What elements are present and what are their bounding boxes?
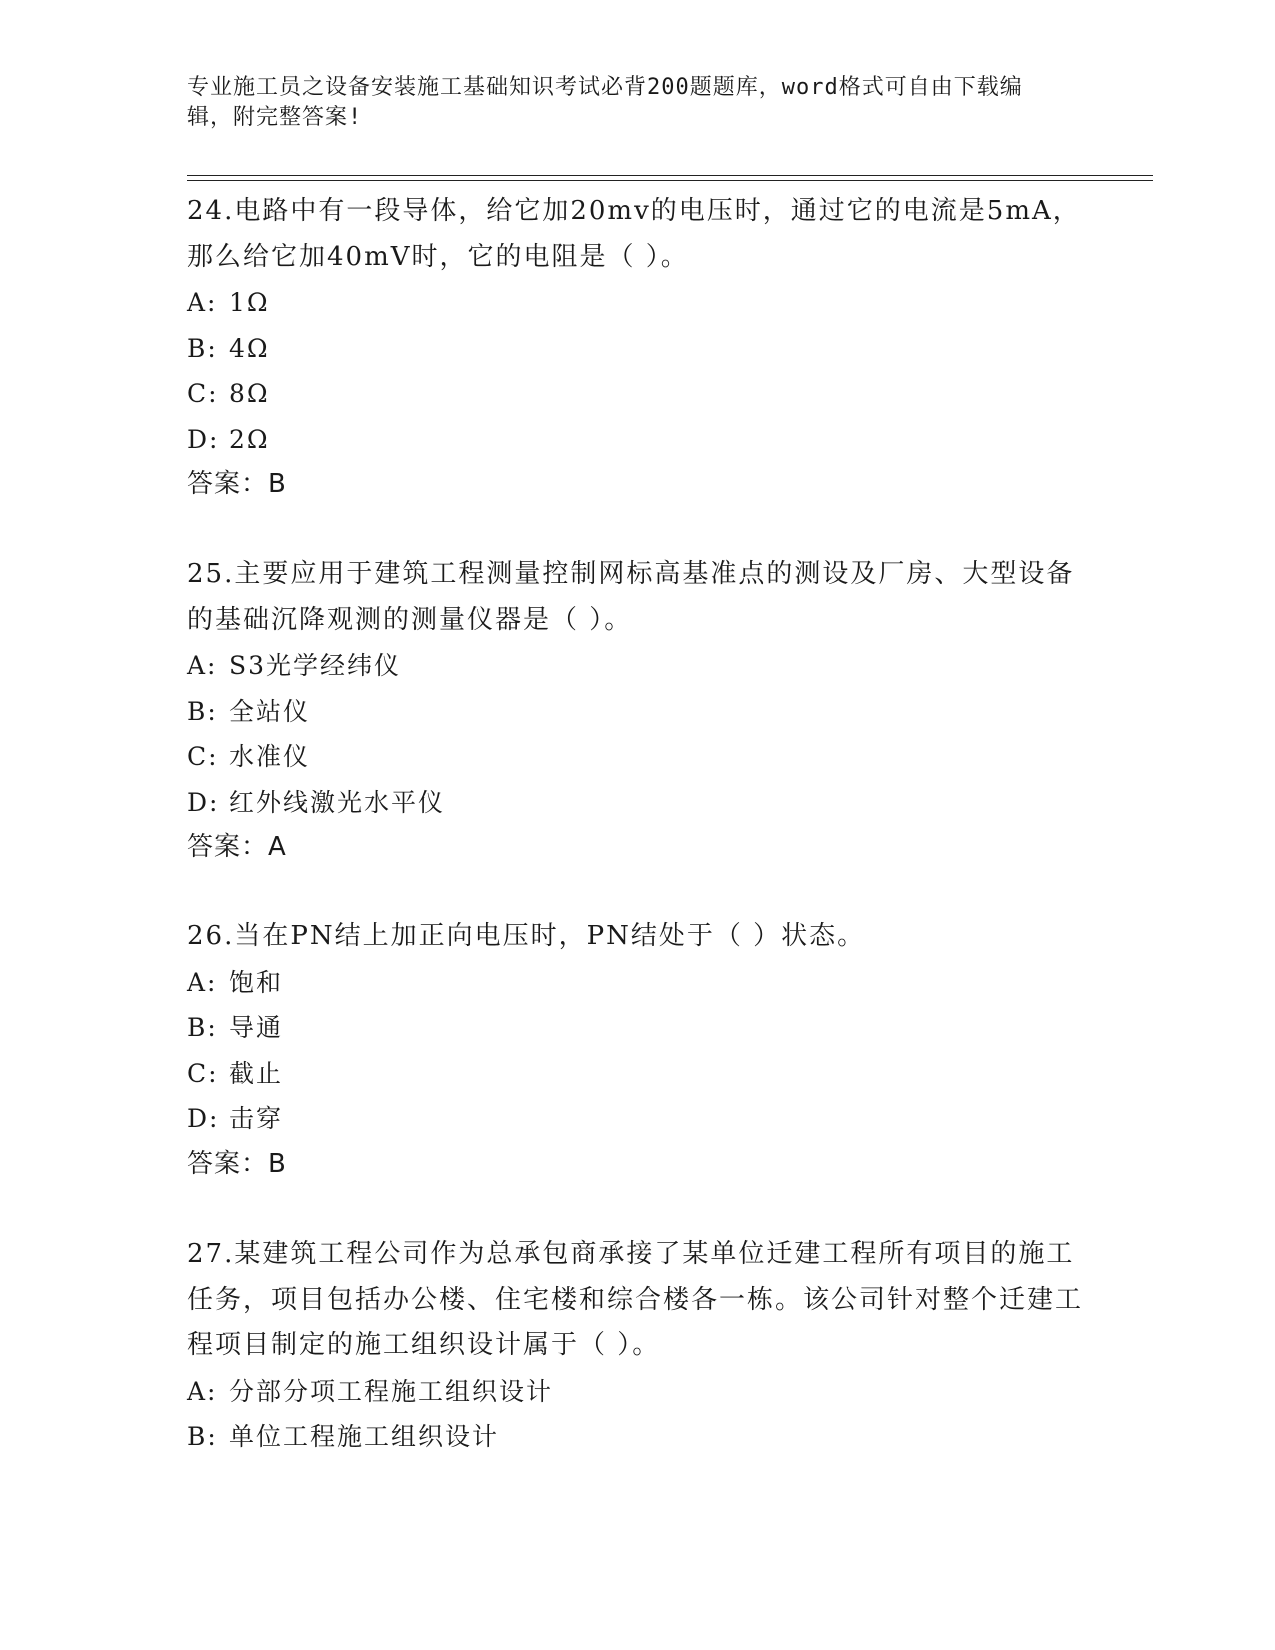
question-27 (187, 1232, 1087, 1460)
option-d (187, 417, 1087, 463)
option-key: C: (187, 379, 219, 408)
option-text: S3光学经纬仪 (229, 651, 402, 680)
option-c (187, 734, 1087, 780)
option-text: 水准仪 (229, 742, 311, 771)
option-a (187, 1369, 1087, 1415)
header-divider-bottom (187, 180, 1153, 181)
option-a (187, 643, 1087, 689)
question-25 (187, 552, 1087, 871)
option-key: B: (187, 1013, 218, 1042)
answer-line: 答案：B (187, 1148, 287, 1179)
option-text: 2Ω (229, 424, 270, 454)
option-key: A: (187, 288, 218, 317)
option-c (187, 371, 1087, 417)
option-text: 8Ω (229, 379, 270, 408)
header-divider-top (187, 175, 1153, 176)
option-b (187, 689, 1087, 735)
answer-line: 答案：A (187, 832, 287, 862)
option-key: A: (187, 1376, 218, 1406)
option-text: 分部分项工程施工组织设计 (229, 1376, 554, 1406)
option-key: B: (187, 696, 218, 726)
option-a (187, 960, 1087, 1006)
option-key: B: (187, 1422, 218, 1451)
option-b (187, 1005, 1087, 1051)
option-text: 饱和 (229, 967, 284, 997)
option-d (187, 1096, 1087, 1142)
option-key: D: (187, 1104, 220, 1133)
option-key: C: (187, 1058, 219, 1088)
option-key: A: (187, 651, 218, 680)
option-key: A: (187, 967, 218, 997)
question-24 (187, 189, 1087, 508)
option-d (187, 780, 1087, 826)
option-text: 全站仪 (229, 696, 311, 726)
question-stem: 27.某建筑工程公司作为总承包商承接了某单位迁建工程所有项目的施工任务，项目包括办公楼、住宅楼和综合楼各一栋。该公司针对整个迁建工程项目制定的施工组织设计属于（ ）。 (187, 1239, 1084, 1360)
option-key: D: (187, 787, 220, 817)
option-text: 单位工程施工组织设计 (229, 1422, 500, 1451)
question-26 (187, 914, 1087, 1187)
option-text: 击穿 (229, 1104, 284, 1133)
option-text: 4Ω (229, 333, 270, 363)
option-key: B: (187, 333, 218, 363)
option-key: D: (187, 424, 220, 454)
option-key: C: (187, 742, 219, 771)
question-stem: 25.主要应用于建筑工程测量控制网标高基准点的测设及厂房、大型设备的基础沉降观测的测量仪器是（ ）。 (187, 559, 1075, 635)
option-text: 1Ω (229, 288, 270, 317)
option-text: 截止 (229, 1058, 284, 1088)
option-c (187, 1051, 1087, 1097)
document-header: 专业施工员之设备安装施工基础知识考试必背200题题库，word格式可自由下载编辑，附完整答案! (187, 75, 1023, 130)
option-b (187, 326, 1087, 372)
option-a (187, 280, 1087, 326)
answer-line: 答案：B (187, 469, 287, 499)
option-b (187, 1414, 1087, 1460)
option-text: 红外线激光水平仪 (229, 787, 446, 817)
question-stem: 26.当在PN结上加正向电压时，PN结处于（ ）状态。 (187, 921, 866, 951)
question-stem: 24.电路中有一段导体，给它加20mv的电压时，通过它的电流是5mA，那么给它加40mV时，它的电阻是（ ）。 (187, 196, 1081, 272)
option-text: 导通 (229, 1013, 284, 1042)
